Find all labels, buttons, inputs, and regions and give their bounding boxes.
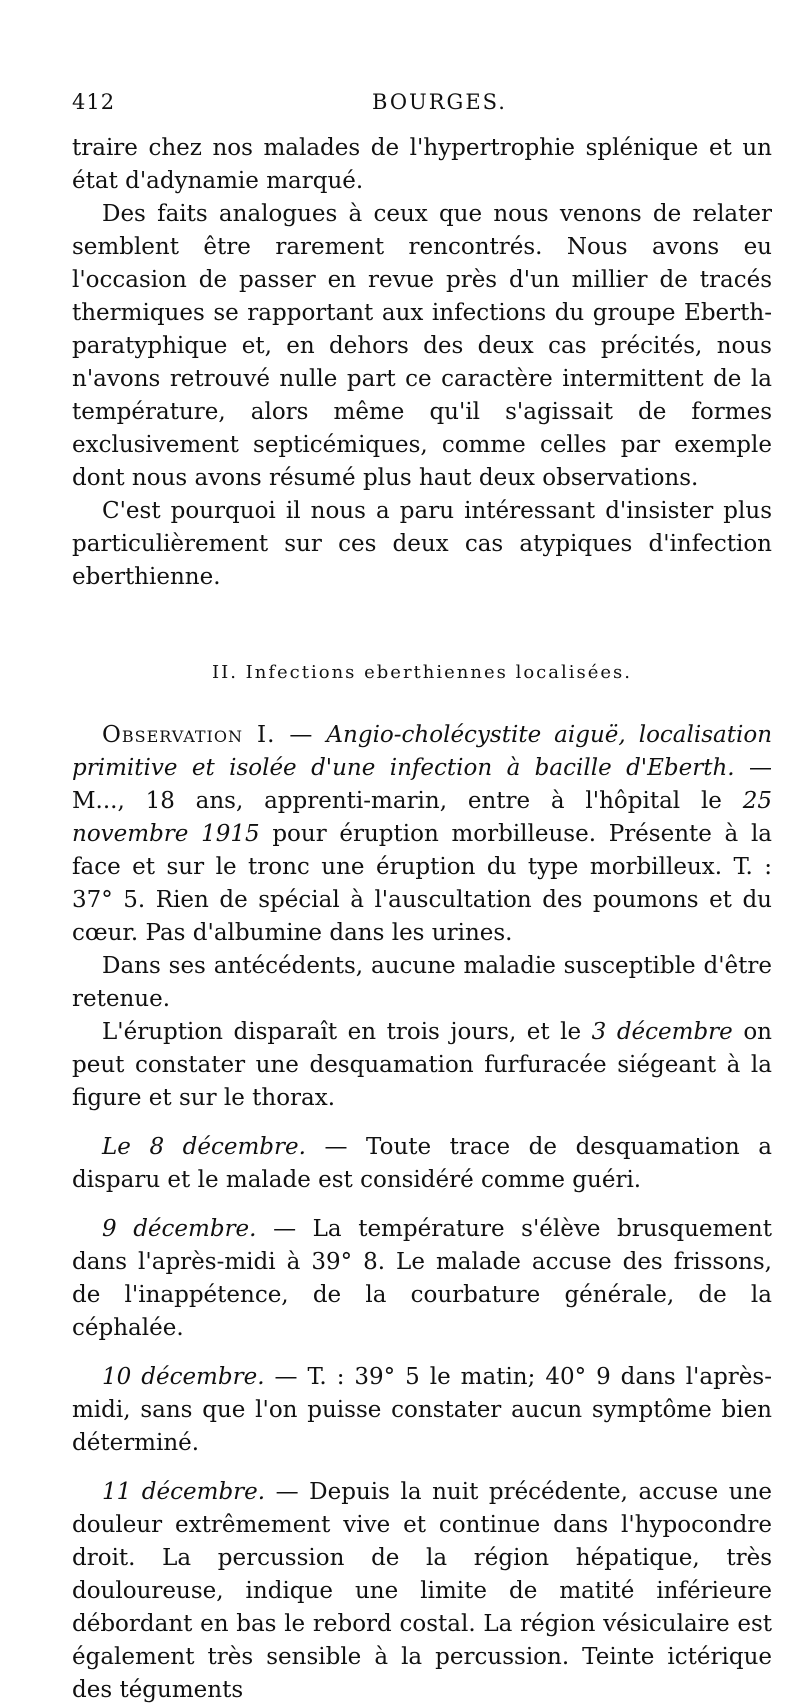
paragraph (72, 1016, 772, 1115)
date-italic: 3 décembre (591, 1019, 733, 1045)
observation-title: Angio-cholécystite aiguë, localisation primitive et isolée d'une infection à bacille d'Eberth. (72, 722, 773, 781)
paragraph: Dans ses antécédents, aucune maladie susceptible d'être retenue. (72, 953, 772, 1012)
daily-entry (72, 1213, 772, 1345)
observation-label: Observation I. — (102, 722, 314, 748)
entry-text: — La température s'élève brusquement dans l'après-midi à 39° 8. Le malade accuse des frissons, de l'inappétence, de la courbature générale, de la céphalée. (72, 1216, 772, 1341)
paragraph: Des faits analogues à ceux que nous venons de relater semblent être rarement rencontrés. Nous avons eu l'occasion de passer en revue près d'un millier de tracés thermiques se rapportant aux infections du groupe Eberth-paratyphique et, en dehors des deux cas précités, nous n'avons retrouvé nulle part ce caractère intermittent de la température, alors même qu'il s'agissait de formes exclusivement septicémiques, comme celles par exemple dont nous avons résumé plus haut deux observations. (72, 201, 772, 491)
entry-date: 11 décembre. (102, 1479, 266, 1505)
paragraph: C'est pourquoi il nous a paru intéressant d'insister plus particulièrement sur ces deux cas atypiques d'infection eberthienne. (72, 498, 772, 590)
paragraph-text: L'éruption disparaît en trois jours, et le (102, 1019, 582, 1045)
paragraph: traire chez nos malades de l'hypertrophie splénique et un état d'adynamie marqué. (72, 135, 772, 194)
observation-paragraph (72, 719, 772, 950)
entry-text: — T. : 39° 5 le matin; 40° 9 dans l'après-midi, sans que l'on puisse constater aucun symptôme bien déterminé. (72, 1364, 772, 1456)
observation-text: pour éruption morbilleuse. Présente à la face et sur le tronc une éruption du type morbilleux. T. : 37° 5. Rien de spécial à l'auscultation des poumons et du cœur. Pas d'albumine dans les urines. (72, 821, 773, 946)
entry-date: Le 8 décembre. (102, 1134, 306, 1160)
entry-text: — Toute trace de desquamation a disparu et le malade est considéré comme guéri. (72, 1134, 773, 1193)
running-head: BOURGES. (372, 90, 507, 114)
page-number: 412 (72, 90, 116, 114)
entry-text: — Depuis la nuit précédente, accuse une douleur extrêmement vive et continue dans l'hypocondre droit. La percussion de la région hépatique, très douloureuse, indique une limite de matité inférieure débordant en bas le rebord costal. La région vésiculaire est également très sensible à la percussion. Teinte ictérique des téguments (72, 1479, 773, 1703)
body-text (72, 132, 772, 1707)
paragraph-text: on peut constater une desquamation furfuracée siégeant à la figure et sur le thorax. (72, 1019, 772, 1111)
daily-entry (72, 1476, 772, 1707)
daily-entry (72, 1131, 772, 1197)
admission-date: 25 novembre 1915 (72, 788, 773, 847)
daily-entry (72, 1361, 772, 1460)
entry-date: 9 décembre. (102, 1216, 257, 1242)
entry-date: 10 décembre. (102, 1364, 265, 1390)
section-heading: II. Infections eberthiennes localisées. (211, 662, 633, 683)
observation-text: — M..., 18 ans, apprenti-marin, entre à l'hôpital le (72, 755, 773, 814)
